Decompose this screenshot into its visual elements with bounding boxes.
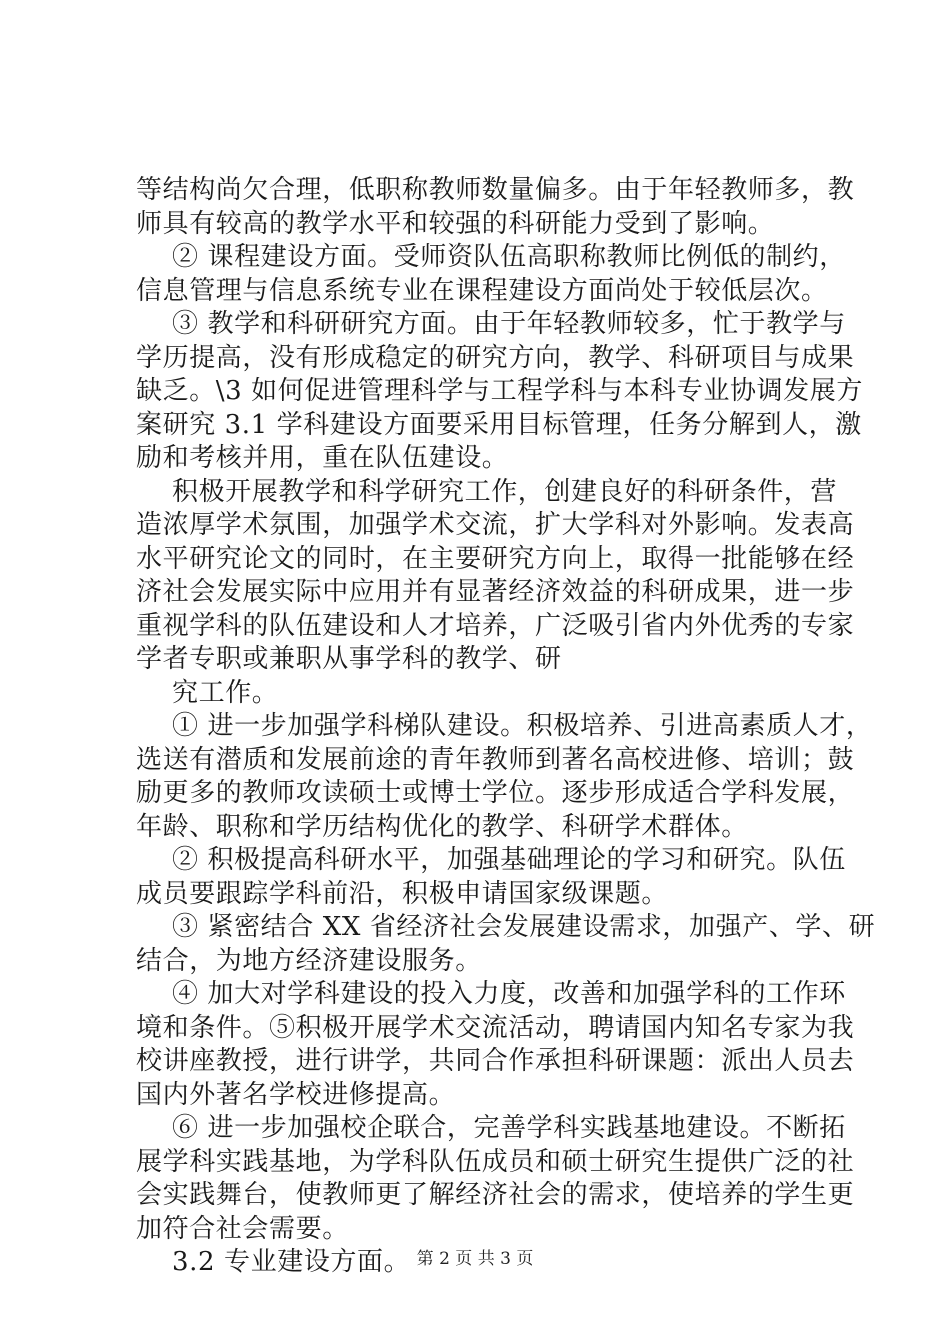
text-line: ③ 紧密结合 XX 省经济社会发展建设需求，加强产、学、研	[172, 912, 876, 942]
text-line: 境和条件。⑤积极开展学术交流活动，聘请国内知名专家为我	[136, 1012, 855, 1043]
text-line: 济社会发展实际中应用并有显著经济效益的科研成果，进一步	[136, 577, 855, 607]
text-line: ③ 教学和科研研究方面。由于年轻教师较多，忙于教学与	[172, 309, 846, 339]
text-line: 信息管理与信息系统专业在课程建设方面尚处于较低层次。	[136, 275, 828, 306]
text-line: 究工作。	[172, 677, 279, 708]
text-line: ⑥ 进一步加强校企联合，完善学科实践基地建设。不断拓	[172, 1113, 846, 1143]
text-line: 成员要跟踪学科前沿，积极申请国家级课题。	[136, 878, 669, 909]
text-line: 等结构尚欠合理，低职称教师数量偏多。由于年轻教师多，教	[136, 175, 855, 205]
text-line: 励更多的教师攻读硕士或博士学位。逐步形成适合学科发展，	[136, 778, 855, 808]
text-line: 积极开展教学和科学研究工作，创建良好的科研条件，营	[172, 476, 838, 507]
text-line: 师具有较高的教学水平和较强的科研能力受到了影响。	[136, 208, 775, 239]
text-line: 励和考核并用，重在队伍建设。	[136, 443, 509, 473]
page-footer: 第 2 页 共 3 页	[416, 1249, 534, 1269]
text-line: 案研究 3.1 学科建设方面要采用目标管理，任务分解到人，激	[136, 409, 862, 440]
text-line: 国内外著名学校进修提高。	[136, 1079, 456, 1110]
text-line: 水平研究论文的同时，在主要研究方向上，取得一批能够在经	[136, 543, 855, 574]
text-line: 会实践舞台，使教师更了解经济社会的需求，使培养的学生更	[136, 1180, 855, 1210]
text-line: 加符合社会需要。	[136, 1213, 349, 1244]
text-line: 3.2 专业建设方面。	[172, 1247, 411, 1277]
text-line: ④ 加大对学科建设的投入力度，改善和加强学科的工作环	[172, 979, 846, 1009]
text-line: 学历提高，没有形成稳定的研究方向，教学、科研项目与成果	[136, 342, 855, 373]
text-line: 缺乏。\3 如何促进管理科学与工程学科与本科专业协调发展方	[136, 376, 863, 406]
text-line: 重视学科的队伍建设和人才培养，广泛吸引省内外优秀的专家	[136, 610, 855, 641]
text-line: ② 积极提高科研水平，加强基础理论的学习和研究。队伍	[172, 845, 846, 875]
text-line: 结合，为地方经济建设服务。	[136, 945, 482, 976]
text-line: 选送有潜质和发展前途的青年教师到著名高校进修、培训；鼓	[136, 744, 855, 775]
text-line: ① 进一步加强学科梯队建设。积极培养、引进高素质人才，	[172, 711, 873, 741]
text-line: 校讲座教授，进行讲学，共同合作承担科研课题：派出人员去	[136, 1046, 855, 1076]
text-line: ② 课程建设方面。受师资队伍高职称教师比例低的制约，	[172, 242, 846, 272]
text-line: 年龄、职称和学历结构优化的教学、科研学术群体。	[136, 811, 748, 842]
document-body	[136, 174, 876, 1280]
text-line: 造浓厚学术氛围，加强学术交流，扩大学科对外影响。发表高	[136, 510, 855, 540]
text-line: 展学科实践基地，为学科队伍成员和硕士研究生提供广泛的社	[136, 1146, 855, 1177]
text-line: 学者专职或兼职从事学科的教学、研	[136, 644, 562, 674]
